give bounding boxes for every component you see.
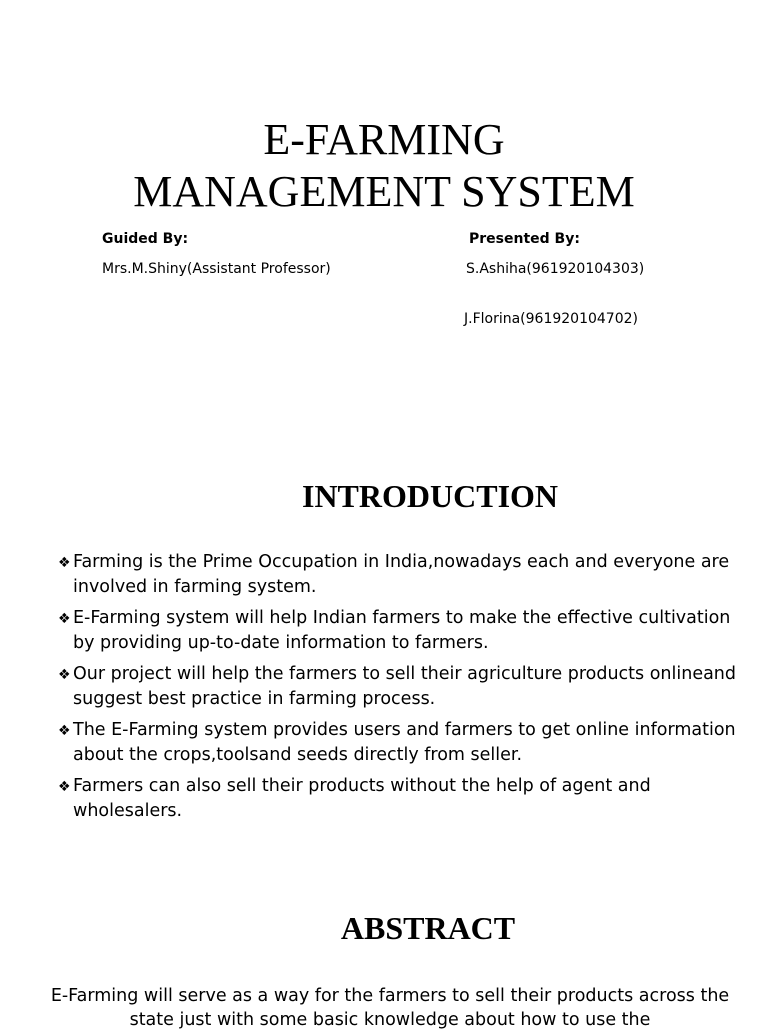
diamond-bullet-icon: ❖ <box>58 667 71 683</box>
list-item <box>58 774 748 823</box>
bullet-text: Our project will help the farmers to sell their agriculture products onlineand suggest best practice in farming process. <box>73 664 737 709</box>
list-item <box>58 550 748 599</box>
presented-by-label: Presented By: <box>469 231 580 247</box>
introduction-heading: INTRODUCTION <box>301 478 559 514</box>
introduction-list <box>58 550 748 830</box>
guide-name: Mrs.M.Shiny(Assistant Professor) <box>102 261 331 277</box>
presenter-name-1: S.Ashiha(961920104303) <box>466 261 645 277</box>
list-item <box>58 606 748 655</box>
abstract-paragraph: E-Farming will serve as a way for the farmers to sell their products across the state just with some basic knowledge about how to use the <box>50 986 730 1030</box>
abstract-heading: ABSTRACT <box>340 910 516 946</box>
bullet-text: E-Farming system will help Indian farmers to make the effective cultivation by providing up-to-date information to farmers. <box>73 608 731 653</box>
diamond-bullet-icon: ❖ <box>58 555 71 571</box>
guided-by-label: Guided By: <box>102 231 189 247</box>
list-item <box>58 718 748 767</box>
presenter-name-2: J.Florina(961920104702) <box>464 311 638 327</box>
title-line-2: MANAGEMENT SYSTEM <box>133 167 635 216</box>
diamond-bullet-icon: ❖ <box>58 779 71 795</box>
diamond-bullet-icon: ❖ <box>58 611 71 627</box>
bullet-text: Farming is the Prime Occupation in India,nowadays each and everyone are involved in farming system. <box>73 552 730 597</box>
diamond-bullet-icon: ❖ <box>58 723 71 739</box>
bullet-text: Farmers can also sell their products without the help of agent and wholesalers. <box>73 776 651 821</box>
page-title <box>0 114 768 218</box>
title-line-1: E-FARMING <box>263 115 505 164</box>
bullet-text: The E-Farming system provides users and farmers to get online information about the crops,toolsand seeds directly from seller. <box>73 720 736 765</box>
list-item <box>58 662 748 711</box>
